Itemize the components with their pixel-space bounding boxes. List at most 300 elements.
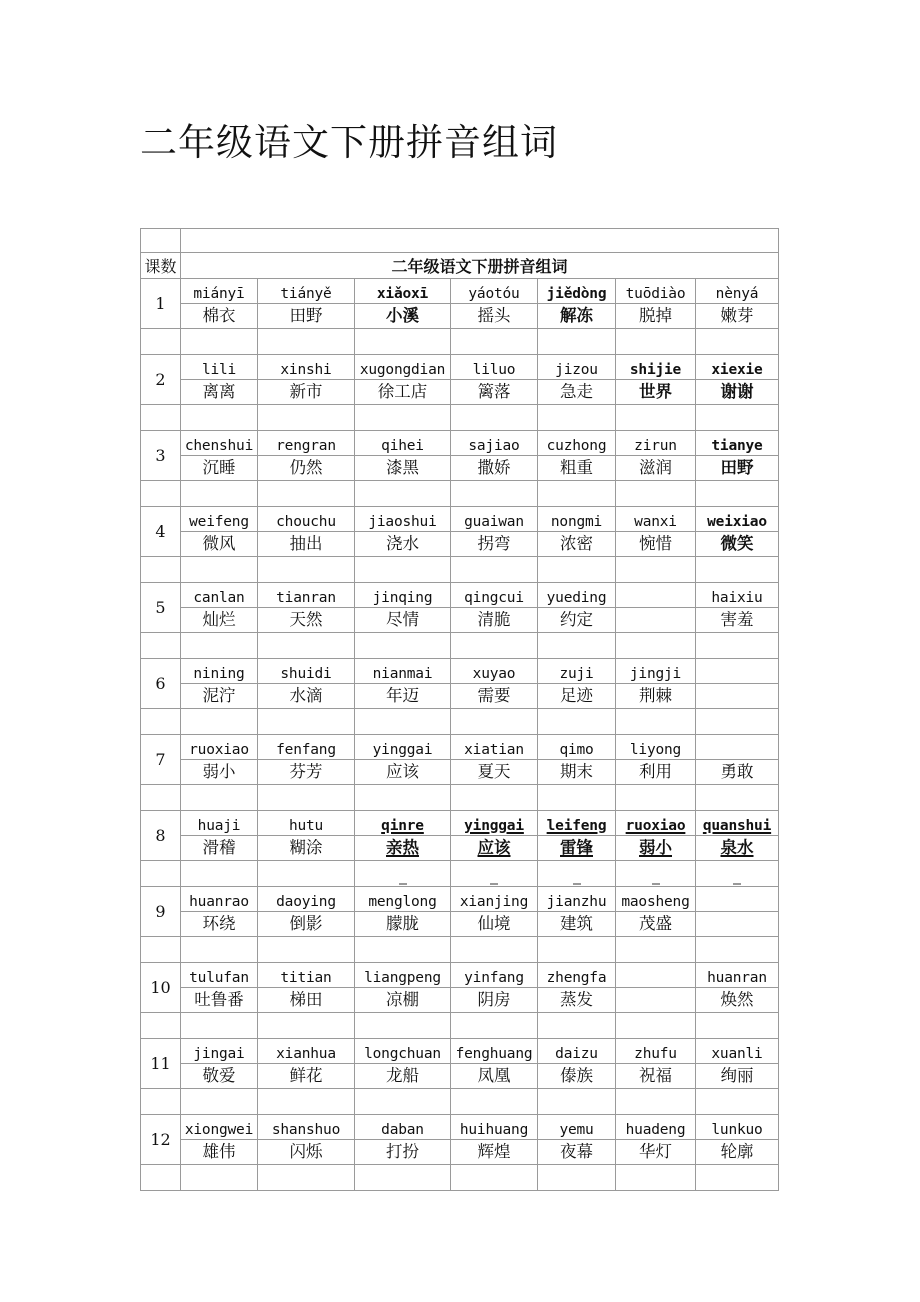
empty-cell [355, 633, 451, 659]
empty-cell [258, 481, 355, 507]
pinyin-cell [538, 1039, 616, 1064]
pinyin-text: tianye [711, 438, 763, 454]
empty-cell [696, 1089, 779, 1115]
empty-cell [258, 329, 355, 355]
underline-dash [573, 883, 581, 885]
hanzi-cell [258, 608, 355, 633]
hanzi-text: 亲热 [386, 838, 419, 857]
pinyin-cell [355, 659, 451, 684]
spacer-row [141, 1013, 779, 1039]
pinyin-cell [355, 887, 451, 912]
hanzi-cell [451, 456, 538, 481]
empty-cell [141, 557, 181, 583]
word-table [140, 228, 779, 1191]
empty-cell [258, 937, 355, 963]
hanzi-cell [538, 1064, 616, 1089]
pinyin-cell [616, 659, 696, 684]
hanzi-cell [355, 532, 451, 557]
pinyin-text: qingcui [464, 590, 524, 606]
pinyin-text: jingai [193, 1046, 245, 1062]
empty-cell [141, 861, 181, 887]
hanzi-text: 傣族 [560, 1066, 593, 1085]
pinyin-cell [616, 963, 696, 988]
empty-cell [538, 1165, 616, 1191]
pinyin-cell [538, 659, 616, 684]
pinyin-text: yemu [559, 1122, 594, 1138]
empty-cell [181, 861, 258, 887]
hanzi-cell [696, 988, 779, 1013]
pinyin-text: ruoxiao [625, 818, 686, 834]
hanzi-text: 辉煌 [477, 1142, 511, 1161]
empty-cell [181, 937, 258, 963]
pinyin-cell [696, 1115, 779, 1140]
pinyin-text: yáotóu [468, 286, 520, 302]
pinyin-text: xiexie [711, 362, 763, 378]
lesson-number: 9 [141, 887, 181, 937]
lesson-hanzi-row [141, 1140, 779, 1165]
pinyin-cell [696, 507, 779, 532]
pinyin-cell [258, 279, 355, 304]
hanzi-text: 仙境 [477, 914, 511, 933]
pinyin-cell [181, 659, 258, 684]
empty-cell [258, 1165, 355, 1191]
spacer-row [141, 481, 779, 507]
spacer-row [141, 633, 779, 659]
empty-cell [451, 1013, 538, 1039]
pinyin-text: chouchu [276, 514, 336, 530]
lesson-number: 11 [141, 1039, 181, 1089]
pinyin-cell [258, 1115, 355, 1140]
lesson-pinyin-row [141, 1039, 779, 1064]
hanzi-text: 害羞 [720, 610, 754, 629]
empty-cell [616, 1165, 696, 1191]
pinyin-cell [258, 507, 355, 532]
empty-cell [258, 1013, 355, 1039]
pinyin-cell [538, 887, 616, 912]
hanzi-text: 弱小 [639, 838, 672, 857]
hanzi-text: 粗重 [560, 458, 593, 477]
pinyin-cell [696, 887, 779, 912]
empty-cell [696, 633, 779, 659]
empty-cell [355, 557, 451, 583]
empty-cell [181, 329, 258, 355]
hanzi-cell [616, 456, 696, 481]
pinyin-text: daban [381, 1122, 424, 1138]
hanzi-cell [538, 380, 616, 405]
pinyin-text: maosheng [621, 894, 690, 910]
pinyin-text: cuzhong [546, 438, 607, 454]
empty-cell [355, 1089, 451, 1115]
hanzi-cell [355, 380, 451, 405]
lesson-number: 2 [141, 355, 181, 405]
hanzi-text: 环绕 [202, 914, 236, 933]
hanzi-text: 撒娇 [477, 458, 511, 477]
pinyin-text: qinre [381, 818, 424, 834]
table-top-row [141, 229, 779, 253]
empty-cell [538, 937, 616, 963]
hanzi-text: 勇敢 [720, 762, 754, 781]
empty-cell [616, 481, 696, 507]
hanzi-text: 夏天 [477, 762, 511, 781]
pinyin-cell [616, 507, 696, 532]
pinyin-cell [181, 431, 258, 456]
lesson-hanzi-row [141, 684, 779, 709]
lesson-pinyin-row [141, 1115, 779, 1140]
hanzi-text: 约定 [560, 610, 593, 629]
empty-cell [258, 785, 355, 811]
hanzi-cell [181, 912, 258, 937]
hanzi-text: 夜幕 [560, 1142, 593, 1161]
pinyin-cell [451, 1115, 538, 1140]
empty-cell [451, 481, 538, 507]
lesson-number: 1 [141, 279, 181, 329]
pinyin-cell [451, 1039, 538, 1064]
empty-cell [141, 937, 181, 963]
pinyin-text: tuōdiào [625, 286, 686, 302]
pinyin-text: qimo [559, 742, 594, 758]
pinyin-cell [451, 811, 538, 836]
hanzi-cell [616, 304, 696, 329]
pinyin-text: zuji [559, 666, 594, 682]
empty-cell [141, 1013, 181, 1039]
spacer-row [141, 709, 779, 735]
empty-cell [538, 1013, 616, 1039]
table-header-row [141, 253, 779, 279]
pinyin-cell [538, 735, 616, 760]
pinyin-cell [181, 811, 258, 836]
pinyin-text: tianran [276, 590, 336, 606]
empty-cell [616, 1013, 696, 1039]
pinyin-cell [355, 507, 451, 532]
pinyin-text: menglong [368, 894, 437, 910]
hanzi-cell [258, 532, 355, 557]
hanzi-cell [616, 836, 696, 861]
hanzi-cell [538, 760, 616, 785]
hanzi-cell [181, 760, 258, 785]
hanzi-cell [451, 912, 538, 937]
hanzi-cell [181, 304, 258, 329]
hanzi-text: 轮廓 [720, 1142, 754, 1161]
empty-cell [181, 481, 258, 507]
pinyin-cell [696, 659, 779, 684]
hanzi-text: 小溪 [386, 306, 419, 325]
hanzi-text: 需要 [477, 686, 511, 705]
hanzi-text: 滋润 [639, 458, 672, 477]
pinyin-text: xuyao [472, 666, 516, 682]
pinyin-text: xiatian [464, 742, 524, 758]
pinyin-cell [616, 279, 696, 304]
pinyin-cell [696, 355, 779, 380]
empty-cell [538, 633, 616, 659]
pinyin-text: weixiao [707, 514, 767, 530]
lesson-pinyin-row [141, 431, 779, 456]
hanzi-cell [181, 684, 258, 709]
pinyin-cell [451, 963, 538, 988]
lesson-hanzi-row [141, 912, 779, 937]
hanzi-text: 应该 [477, 838, 511, 857]
hanzi-text: 鲜花 [289, 1066, 323, 1085]
pinyin-cell [181, 1039, 258, 1064]
pinyin-text: fenfang [276, 742, 336, 758]
hanzi-text: 糊涂 [289, 838, 323, 857]
hanzi-cell [181, 532, 258, 557]
hanzi-text: 急走 [560, 382, 593, 401]
table-title: 二年级语文下册拼音组词 [181, 253, 779, 279]
lesson-hanzi-row [141, 760, 779, 785]
spacer-row [141, 937, 779, 963]
pinyin-text: zirun [634, 438, 677, 454]
pinyin-text: jianzhu [546, 894, 607, 910]
pinyin-text: yinggai [372, 742, 433, 758]
hanzi-text: 滑稽 [202, 838, 236, 857]
empty-cell [538, 861, 616, 887]
hanzi-text: 世界 [639, 382, 672, 401]
hanzi-text: 嫩芽 [720, 306, 754, 325]
pinyin-text: titian [280, 970, 332, 986]
pinyin-cell [355, 279, 451, 304]
spacer-row [141, 861, 779, 887]
empty-cell [538, 785, 616, 811]
hanzi-cell [355, 608, 451, 633]
hanzi-text: 蒸发 [560, 990, 593, 1009]
empty-cell [355, 937, 451, 963]
hanzi-cell [451, 304, 538, 329]
empty-cell [696, 709, 779, 735]
pinyin-text: canlan [193, 590, 245, 606]
hanzi-text: 雄伟 [202, 1142, 236, 1161]
empty-cell [141, 405, 181, 431]
hanzi-text: 茂盛 [639, 914, 672, 933]
hanzi-text: 打扮 [386, 1142, 419, 1161]
pinyin-text: zhengfa [546, 970, 607, 986]
lesson-pinyin-row [141, 659, 779, 684]
hanzi-cell [181, 608, 258, 633]
empty-cell [616, 1089, 696, 1115]
lesson-number: 6 [141, 659, 181, 709]
hanzi-cell [258, 304, 355, 329]
pinyin-text: lili [201, 362, 237, 378]
hanzi-cell [538, 608, 616, 633]
empty-cell [141, 633, 181, 659]
empty-cell [451, 1089, 538, 1115]
pinyin-text: xianjing [459, 894, 529, 910]
pinyin-cell [538, 507, 616, 532]
pinyin-cell [538, 431, 616, 456]
pinyin-text: shanshuo [271, 1122, 341, 1138]
underline-dash [399, 883, 407, 885]
hanzi-text: 田野 [720, 458, 754, 477]
empty-cell [616, 861, 696, 887]
pinyin-cell [258, 735, 355, 760]
hanzi-text: 尽情 [386, 610, 419, 629]
hanzi-cell [355, 1064, 451, 1089]
pinyin-cell [258, 963, 355, 988]
hanzi-cell [181, 836, 258, 861]
lesson-pinyin-row [141, 887, 779, 912]
pinyin-text: chenshui [184, 438, 254, 454]
hanzi-cell [616, 532, 696, 557]
hanzi-text: 足迹 [560, 686, 593, 705]
pinyin-cell [616, 431, 696, 456]
hanzi-cell [181, 988, 258, 1013]
empty-cell [451, 937, 538, 963]
pinyin-text: yinfang [464, 970, 524, 986]
hanzi-cell [451, 988, 538, 1013]
underline-dash [733, 883, 741, 885]
hanzi-cell [451, 1064, 538, 1089]
pinyin-text: jiědòng [546, 286, 607, 302]
hanzi-text: 谢谢 [720, 382, 754, 401]
pinyin-text: nining [193, 666, 245, 682]
empty-cell [616, 937, 696, 963]
empty-cell [538, 557, 616, 583]
hanzi-text: 徐工店 [377, 382, 428, 401]
hanzi-text: 棉衣 [202, 306, 236, 325]
hanzi-cell [355, 684, 451, 709]
hanzi-text: 焕然 [720, 990, 754, 1009]
pinyin-cell [181, 735, 258, 760]
spacer-row [141, 785, 779, 811]
pinyin-cell [355, 583, 451, 608]
hanzi-cell [696, 760, 779, 785]
pinyin-cell [258, 659, 355, 684]
hanzi-text: 天然 [289, 610, 323, 629]
empty-cell [355, 481, 451, 507]
hanzi-cell [181, 380, 258, 405]
hanzi-cell [258, 684, 355, 709]
pinyin-text: tulufan [189, 970, 249, 986]
pinyin-cell [451, 431, 538, 456]
hanzi-text: 微风 [202, 534, 236, 553]
hanzi-cell [451, 380, 538, 405]
pinyin-cell [451, 507, 538, 532]
pinyin-text: xiǎoxī [376, 286, 429, 302]
pinyin-cell [258, 1039, 355, 1064]
lesson-number: 10 [141, 963, 181, 1013]
empty-cell [616, 557, 696, 583]
pinyin-cell [355, 735, 451, 760]
empty-cell [696, 405, 779, 431]
pinyin-cell [538, 963, 616, 988]
hanzi-cell [538, 532, 616, 557]
lesson-number: 12 [141, 1115, 181, 1165]
lesson-hanzi-row [141, 608, 779, 633]
lesson-number: 3 [141, 431, 181, 481]
hanzi-cell [258, 1140, 355, 1165]
lesson-hanzi-row [141, 1064, 779, 1089]
pinyin-cell [616, 1039, 696, 1064]
empty-cell [141, 329, 181, 355]
hanzi-text: 祝福 [639, 1066, 672, 1085]
pinyin-text: xianhua [276, 1046, 336, 1062]
pinyin-cell [181, 355, 258, 380]
empty-cell [181, 633, 258, 659]
hanzi-text: 龙船 [386, 1066, 419, 1085]
pinyin-cell [181, 1115, 258, 1140]
empty-cell [258, 861, 355, 887]
empty-cell [181, 1089, 258, 1115]
pinyin-text: wanxi [634, 514, 677, 530]
lesson-hanzi-row [141, 456, 779, 481]
hanzi-cell [538, 1140, 616, 1165]
empty-cell [258, 709, 355, 735]
pinyin-cell [451, 887, 538, 912]
lesson-pinyin-row [141, 811, 779, 836]
empty-cell [181, 229, 779, 253]
empty-cell [538, 709, 616, 735]
pinyin-cell [538, 279, 616, 304]
empty-cell [616, 405, 696, 431]
empty-cell [538, 329, 616, 355]
pinyin-cell [181, 507, 258, 532]
hanzi-cell [616, 988, 696, 1013]
hanzi-cell [696, 1140, 779, 1165]
hanzi-cell [451, 684, 538, 709]
pinyin-cell [696, 431, 779, 456]
hanzi-text: 绚丽 [720, 1066, 754, 1085]
pinyin-cell [616, 355, 696, 380]
pinyin-cell [181, 887, 258, 912]
lesson-hanzi-row [141, 532, 779, 557]
hanzi-text: 弱小 [202, 762, 236, 781]
pinyin-cell [181, 583, 258, 608]
pinyin-text: guaiwan [464, 514, 524, 530]
hanzi-text: 田野 [289, 306, 323, 325]
empty-cell [141, 1165, 181, 1191]
hanzi-text: 敬爱 [202, 1066, 236, 1085]
lesson-count-header: 课数 [141, 253, 181, 279]
pinyin-text: xuanli [711, 1046, 763, 1062]
pinyin-cell [451, 735, 538, 760]
empty-cell [141, 481, 181, 507]
pinyin-text: qihei [381, 438, 424, 454]
hanzi-cell [696, 304, 779, 329]
empty-cell [258, 633, 355, 659]
hanzi-cell [258, 760, 355, 785]
hanzi-text: 摇头 [477, 306, 511, 325]
pinyin-cell [355, 963, 451, 988]
hanzi-cell [696, 456, 779, 481]
pinyin-text: xiongwei [184, 1122, 254, 1138]
empty-cell [616, 329, 696, 355]
empty-cell [355, 329, 451, 355]
pinyin-text: jingji [629, 666, 682, 682]
hanzi-text: 利用 [639, 762, 672, 781]
spacer-row [141, 1165, 779, 1191]
hanzi-text: 泥泞 [202, 686, 236, 705]
hanzi-cell [616, 912, 696, 937]
pinyin-text: liangpeng [364, 970, 441, 986]
hanzi-text: 华灯 [639, 1142, 672, 1161]
lesson-hanzi-row [141, 836, 779, 861]
empty-cell [141, 709, 181, 735]
pinyin-text: huaji [197, 818, 241, 834]
hanzi-text: 泉水 [720, 838, 754, 857]
pinyin-cell [616, 1115, 696, 1140]
hanzi-cell [258, 1064, 355, 1089]
hanzi-text: 芬芳 [289, 762, 323, 781]
empty-cell [616, 709, 696, 735]
empty-cell [451, 329, 538, 355]
hanzi-cell [538, 456, 616, 481]
pinyin-cell [696, 811, 779, 836]
empty-cell [355, 861, 451, 887]
pinyin-cell [181, 279, 258, 304]
empty-cell [451, 861, 538, 887]
pinyin-cell [355, 811, 451, 836]
pinyin-cell [538, 1115, 616, 1140]
lesson-pinyin-row [141, 583, 779, 608]
